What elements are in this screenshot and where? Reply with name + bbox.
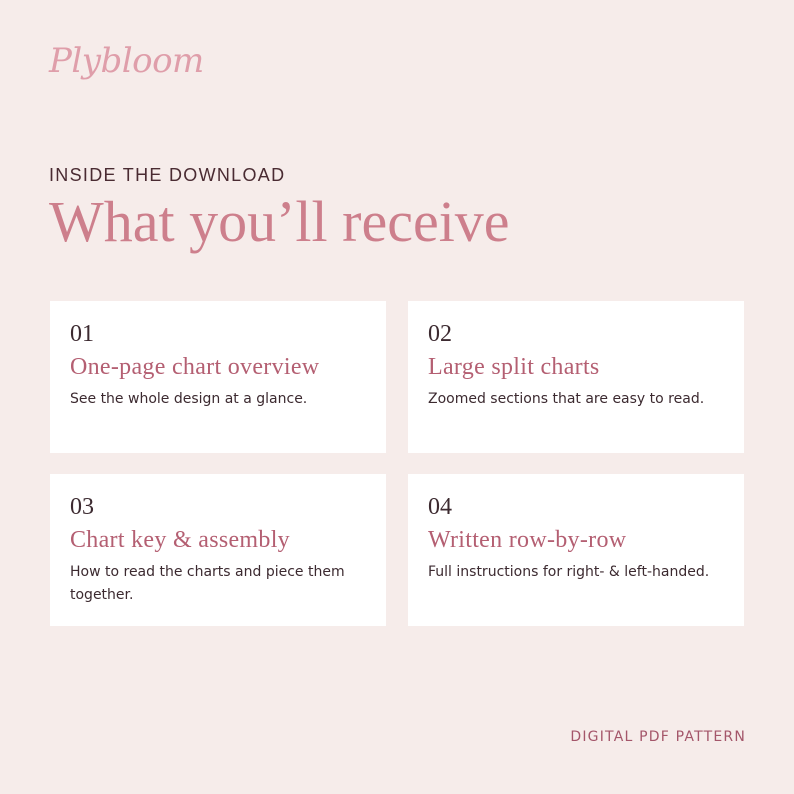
card-title: Written row-by-row [428, 527, 627, 553]
feature-card-03 [50, 474, 386, 626]
card-description: See the whole design at a glance. [70, 390, 308, 407]
footer-label: DIGITAL PDF PATTERN [570, 729, 746, 745]
card-description: Zoomed sections that are easy to read. [428, 390, 705, 407]
card-number: 03 [70, 494, 94, 520]
card-title: One-page chart overview [70, 354, 320, 380]
card-description: How to read the charts and piece them together. [70, 563, 345, 603]
section-eyebrow: INSIDE THE DOWNLOAD [49, 165, 286, 185]
feature-card-01 [50, 301, 386, 453]
feature-card-04 [408, 474, 744, 626]
brand-logo: Plybloom [49, 41, 204, 81]
card-number: 02 [428, 321, 452, 347]
card-number: 01 [70, 321, 94, 347]
card-title: Large split charts [428, 354, 600, 380]
feature-card-02 [408, 301, 744, 453]
page-title: What you’ll receive [49, 189, 510, 254]
card-description: Full instructions for right- & left-handed. [428, 563, 710, 580]
card-title: Chart key & assembly [70, 527, 290, 553]
card-number: 04 [428, 494, 452, 520]
